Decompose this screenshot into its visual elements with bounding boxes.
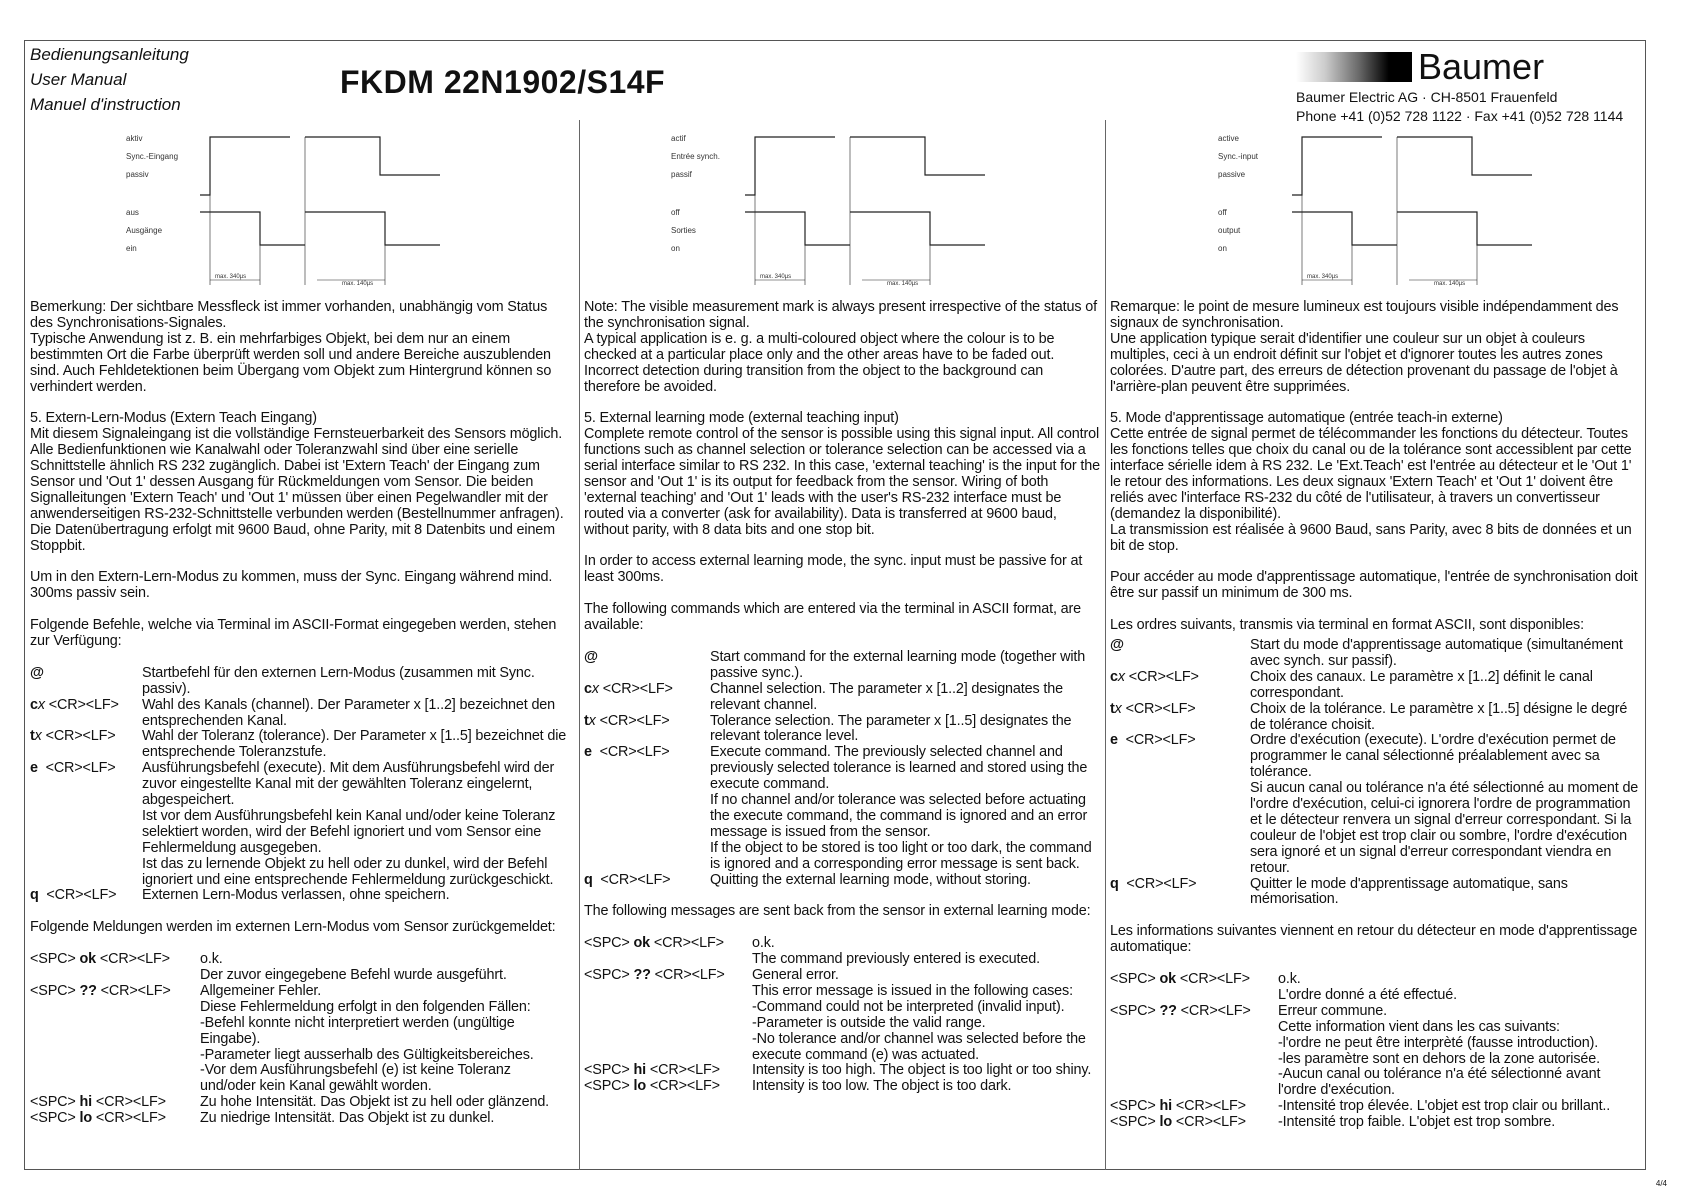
command-at: @ Start du mode d'apprentissage automatique (simultanément avec synch. sur passif). bbox=[1110, 636, 1623, 669]
manual-title-de: Bedienungsanleitung bbox=[30, 45, 189, 64]
message-low: <SPC> lo <CR><LF> Zu niedrige Intensität. Das Objekt ist zu dunkel. bbox=[30, 1110, 495, 1127]
message-error: <SPC> ?? <CR><LF> Erreur commune. Cette information vient dans les cas suivants: -l'ordre ne peut être interprèté (fausse introduction). -les paramètre sont en dehors de la zone autorisée. -Aucun canal ou tolérance n'a été sélectionné avant l'ordre d'exécution. bbox=[1110, 1002, 1601, 1099]
command-execute: e <CR><LF> Ordre d'exécution (execute). L'ordre d'exécution permet de programmer le canal sélectionné préalablement avec sa tolérance. Si aucun canal ou tolérance n'a été sélectionné au moment de l'ordre d'exécution, celui-ci ignorera l'ordre de programmation et le détecteur renvera un signal d'erreur correspondant. Si la couleur de l'objet est trop clair ou sombre, l'ordre d'exécution sera ignoré et un signal d'erreur correspondant viendra en retour. bbox=[1110, 732, 1639, 876]
commands-intro: Les ordres suivants, transmis via terminal en format ASCII, sont disponibles: bbox=[1110, 617, 1584, 634]
command-quit: q <CR><LF> Quitter le mode d'apprentissage automatique, sans mémorisation. bbox=[1110, 875, 1568, 908]
column-french bbox=[1110, 300, 1642, 1131]
diagram-label-passive: passive bbox=[1218, 170, 1246, 179]
message-error: <SPC> ?? <CR><LF> General error. This error message is issued in the following cases: -Command could not be interpreted (invalid input). -Parameter is outside the valid range. -No tolerance and/or channel was selected before the execute command (e) was actuated. bbox=[584, 966, 1086, 1063]
diagram-label-outputs: Ausgänge bbox=[126, 226, 163, 235]
company-address: Baumer Electric AG · CH-8501 Frauenfeld bbox=[1296, 89, 1558, 105]
command-execute: e <CR><LF> Ausführungsbefehl (execute). Mit dem Ausführungsbefehl wird der zuvor eingestellte Kanal mit der gewählten Toleranz eingelernt, abgespeichert. Ist vor dem Ausführungsbefehl kein Kanal und/oder keine Toleranz selektiert worden, wird der Befehl ignoriert und vom Sensor eine Fehlermeldung ausgegeben. Ist das zu lernende Objekt zu hell oder zu dunkel, wird der Befehl ignoriert und eine entsprechende Fehlermeldung zurückgeschickt. bbox=[30, 760, 556, 888]
timing-diagram-de bbox=[120, 125, 660, 290]
product-title: FKDM 22N1902/S14F bbox=[340, 64, 666, 100]
message-low: <SPC> lo <CR><LF> -Intensité trop faible. L'objet est trop sombre. bbox=[1110, 1114, 1556, 1131]
command-tolerance: tx <CR><LF> Wahl der Toleranz (tolerance). Der Parameter x [1..5] bezeichnet die entsprechende Toleranzstufe. bbox=[30, 728, 567, 761]
command-channel: cx <CR><LF> Channel selection. The parameter x [1..2] designates the relevant channel. bbox=[584, 680, 1063, 713]
manual-title-fr: Manuel d'instruction bbox=[30, 95, 181, 114]
transmission-paragraph: La transmission est réalisée à 9600 Baud, sans Parity, avec 8 bits de données et un bit de stop. bbox=[1110, 521, 1632, 554]
command-channel: cx <CR><LF> Wahl des Kanals (channel). Der Parameter x [1..2] bezeichnet den entsprechenden Kanal. bbox=[30, 696, 556, 729]
logo-bars-icon bbox=[1296, 52, 1412, 82]
section-heading: 5. Mode d'apprentissage automatique (entrée teach-in externe) bbox=[1110, 410, 1503, 427]
diagram-label-sync: Entrée synch. bbox=[671, 152, 720, 161]
message-low: <SPC> lo <CR><LF> Intensity is too low. The object is too dark. bbox=[584, 1078, 1012, 1095]
note-paragraph: Bemerkung: Der sichtbare Messfleck ist immer vorhanden, unabhängig vom Status des Synchronisations-Signales. bbox=[30, 299, 548, 331]
diagram-time-1: max. 340µs bbox=[760, 274, 792, 280]
diagram-label-on: on bbox=[671, 244, 680, 253]
access-paragraph: In order to access external learning mode, the sync. input must be passive for at least 300ms. bbox=[584, 553, 1083, 586]
diagram-label-sync: Sync.-input bbox=[1218, 152, 1259, 161]
commands-intro: Folgende Befehle, welche via Terminal im ASCII-Format eingegeben werden, stehen zur Verfügung: bbox=[30, 617, 557, 649]
diagram-label-off: aus bbox=[126, 208, 139, 217]
application-paragraph: Typische Anwendung ist z. B. ein mehrfarbiges Objekt, bei dem nur an einem bestimmten Ort die Farbe überprüft werden soll und andere Bereiche auszublenden sind. Auch Fehldetektionen beim Übergang vom Objekt zum Hintergrund können so verhindert werden. bbox=[30, 330, 552, 395]
message-high: <SPC> hi <CR><LF> Intensity is too high. The object is too light or too shiny. bbox=[584, 1062, 1092, 1079]
diagram-label-passive: passif bbox=[671, 170, 692, 179]
note-paragraph: Remarque: le point de mesure lumineux est toujours visible indépendamment des signaux de synchronisation. bbox=[1110, 299, 1619, 331]
page-number: 4/4 bbox=[1655, 1179, 1667, 1188]
message-error: <SPC> ?? <CR><LF> Allgemeiner Fehler. Diese Fehlermeldung erfolgt in den folgenden Fällen: -Befehl konnte nicht interpretiert werden (ungültige Eingabe). -Parameter liegt ausserhalb des Gültigkeitsbereiches. -Vor dem Ausführungsbefehl (e) ist keine Toleranz und/oder kein Kanal gewählt worden. bbox=[30, 982, 534, 1095]
command-channel: cx <CR><LF> Choix des canaux. Le paramètre x [1..2] définit le canal correspondant. bbox=[1110, 668, 1593, 701]
command-quit: q <CR><LF> Quitting the external learning mode, without storing. bbox=[584, 871, 1031, 888]
messages-intro: Folgende Meldungen werden im externen Lern-Modus vom Sensor zurückgemeldet: bbox=[30, 919, 556, 936]
diagram-label-on: on bbox=[1218, 244, 1227, 253]
diagram-time-1: max. 340µs bbox=[215, 274, 247, 280]
message-high: <SPC> hi <CR><LF> -Intensité trop élevée. L'objet est trop clair ou brillant.. bbox=[1110, 1098, 1611, 1115]
diagram-time-2: max. 140µs bbox=[887, 281, 919, 287]
company-phone: Phone +41 (0)52 728 1122 · Fax +41 (0)52 728 1144 bbox=[1296, 108, 1624, 124]
diagram-label-outputs: Sorties bbox=[671, 226, 696, 235]
diagram-label-off: off bbox=[671, 208, 680, 217]
application-paragraph: Une application typique serait d'identifier une couleur sur un objet à couleurs multiples, ceci à un endroit définit sur l'objet et d'ignorer toutes les autres zones colorées. D'autre part, des erreurs de détection provenant du passage de l'objet à l'arrière-plan peuvent être supprimées. bbox=[1110, 330, 1618, 395]
section-paragraph: Mit diesem Signaleingang ist die vollständige Fernsteuerbarkeit des Sensors möglich. Alle Bedienfunktionen wie Kanalwahl oder Toleranzwahl sind über eine serielle Schnittstelle ähnlich RS 232 zugänglich. Dabei ist 'Extern Teach' der Eingang zum Sensor und 'Out 1' dessen Ausgang für Rückmeldungen vom Sensor. Die beiden Signalleitungen 'Extern Teach' und 'Out 1' müssen über einen Pegelwandler mit der anwenderseitigen RS-232-Schnittstelle verbunden werden (Bestellnummer anfragen). Die Datenübertragung erfolgt mit 9600 Baud, ohne Parity, mit 8 Datenbits und einem Stoppbit. bbox=[30, 426, 564, 554]
message-ok: <SPC> ok <CR><LF> o.k. The command previously entered is executed. bbox=[584, 935, 1040, 968]
note-paragraph: Note: The visible measurement mark is always present irrespective of the status of the synchronisation signal. bbox=[584, 299, 1097, 331]
command-tolerance: tx <CR><LF> Tolerance selection. The parameter x [1..5] designates the relevant tolerance level. bbox=[584, 712, 1072, 745]
diagram-label-on: ein bbox=[126, 244, 137, 253]
diagram-label-off: off bbox=[1218, 208, 1227, 217]
column-english bbox=[584, 300, 1102, 1095]
column-german bbox=[30, 300, 568, 1127]
diagram-label-sync: Sync.-Eingang bbox=[126, 152, 179, 161]
diagram-time-1: max. 340µs bbox=[1307, 274, 1339, 280]
diagram-label-passive: passiv bbox=[126, 170, 149, 179]
command-tolerance: tx <CR><LF> Choix de la tolérance. Le paramètre x [1..5] désigne le degré de tolérance choisit. bbox=[1110, 700, 1628, 733]
command-at: @ Startbefehl für den externen Lern-Modus (zusammen mit Sync. passiv). bbox=[30, 664, 535, 697]
messages-intro: Les informations suivantes viennent en retour du détecteur en mode d'apprentissage automatique: bbox=[1110, 923, 1638, 956]
commands-intro: The following commands which are entered via the terminal in ASCII format, are available: bbox=[584, 601, 1082, 634]
manual-title-en: User Manual bbox=[30, 70, 127, 89]
access-paragraph: Pour accéder au mode d'apprentissage automatique, l'entrée de synchronisation doit être sur passif un minimum de 300 ms. bbox=[1110, 569, 1638, 602]
command-at: @ Start command for the external learning mode (together with passive sync.). bbox=[584, 648, 1086, 681]
baumer-logo bbox=[1296, 46, 1566, 87]
diagram-label-outputs: output bbox=[1218, 226, 1241, 235]
timing-diagram-en bbox=[665, 125, 1205, 290]
command-quit: q <CR><LF> Externen Lern-Modus verlassen, ohne speichern. bbox=[30, 887, 450, 904]
section-heading: 5. External learning mode (external teaching input) bbox=[584, 410, 899, 427]
section-paragraph: Complete remote control of the sensor is possible using this signal input. All control functions such as channel selection or tolerance selection can be accessed via a serial interface similar to RS 232. In this case, 'external teaching' is the input for the sensor and 'Out 1' is its output for feedback from the sensor. Wiring of both 'external teaching' and 'Out 1' leads with the user's RS-232 interface must be routed via a converter (ask for availability). Data is transferred at 9600 baud, without parity, with 8 data bits and one stop bit. bbox=[584, 426, 1100, 538]
diagram-time-2: max. 140µs bbox=[342, 281, 374, 287]
command-execute: e <CR><LF> Execute command. The previously selected channel and previously selected tolerance is learned and stored using the execute command. If no channel and/or tolerance was selected before actuating the execute command, the command is ignored and an error message is issued from the sensor. If the object to be stored is too light or too dark, the command is ignored and a corresponding error message is sent back. bbox=[584, 744, 1092, 872]
message-ok: <SPC> ok <CR><LF> o.k. Der zuvor eingegebene Befehl wurde ausgeführt. bbox=[30, 951, 507, 983]
message-ok: <SPC> ok <CR><LF> o.k. L'ordre donné a été effectué. bbox=[1110, 970, 1457, 1003]
application-paragraph: A typical application is e. g. a multi-coloured object where the colour is to be checked at a particular place only and the other areas have to be faded out. Incorrect detection during transition from the object to the background can therefore be avoided. bbox=[584, 330, 1055, 395]
logo-brand: Baumer bbox=[1418, 46, 1545, 87]
timing-diagram-fr bbox=[1212, 125, 1685, 290]
section-paragraph: Cette entrée de signal permet de télécommander les fonctions du détecteur. Toutes les fonctions telles que choix du canal ou de la tolérance sont accessiblent par cette interface sérielle idem à RS 232. Le 'Ext.Teach' est l'entrée au détecteur et le 'Out 1' le retour des informations. Les deux signaux 'Extern Teach' et 'Out 1' doivent être reliés avec l'interface RS-232 du côté de l'utilisateur, à travers un convertisseur (demandez la disponibilité). bbox=[1110, 426, 1632, 522]
diagram-label-active: aktiv bbox=[126, 134, 143, 143]
diagram-label-active: active bbox=[1218, 134, 1239, 143]
manual-title-block bbox=[30, 42, 189, 117]
diagram-time-2: max. 140µs bbox=[1434, 281, 1466, 287]
diagram-label-active: actif bbox=[671, 134, 686, 143]
message-high: <SPC> hi <CR><LF> Zu hohe Intensität. Das Objekt ist zu hell oder glänzend. bbox=[30, 1094, 550, 1111]
section-heading: 5. Extern-Lern-Modus (Extern Teach Eingang) bbox=[30, 410, 317, 427]
access-paragraph: Um in den Extern-Lern-Modus zu kommen, muss der Sync. Eingang während mind. 300ms passiv sein. bbox=[30, 569, 553, 602]
company-info bbox=[1296, 88, 1623, 126]
messages-intro: The following messages are sent back from the sensor in external learning mode: bbox=[584, 903, 1091, 920]
